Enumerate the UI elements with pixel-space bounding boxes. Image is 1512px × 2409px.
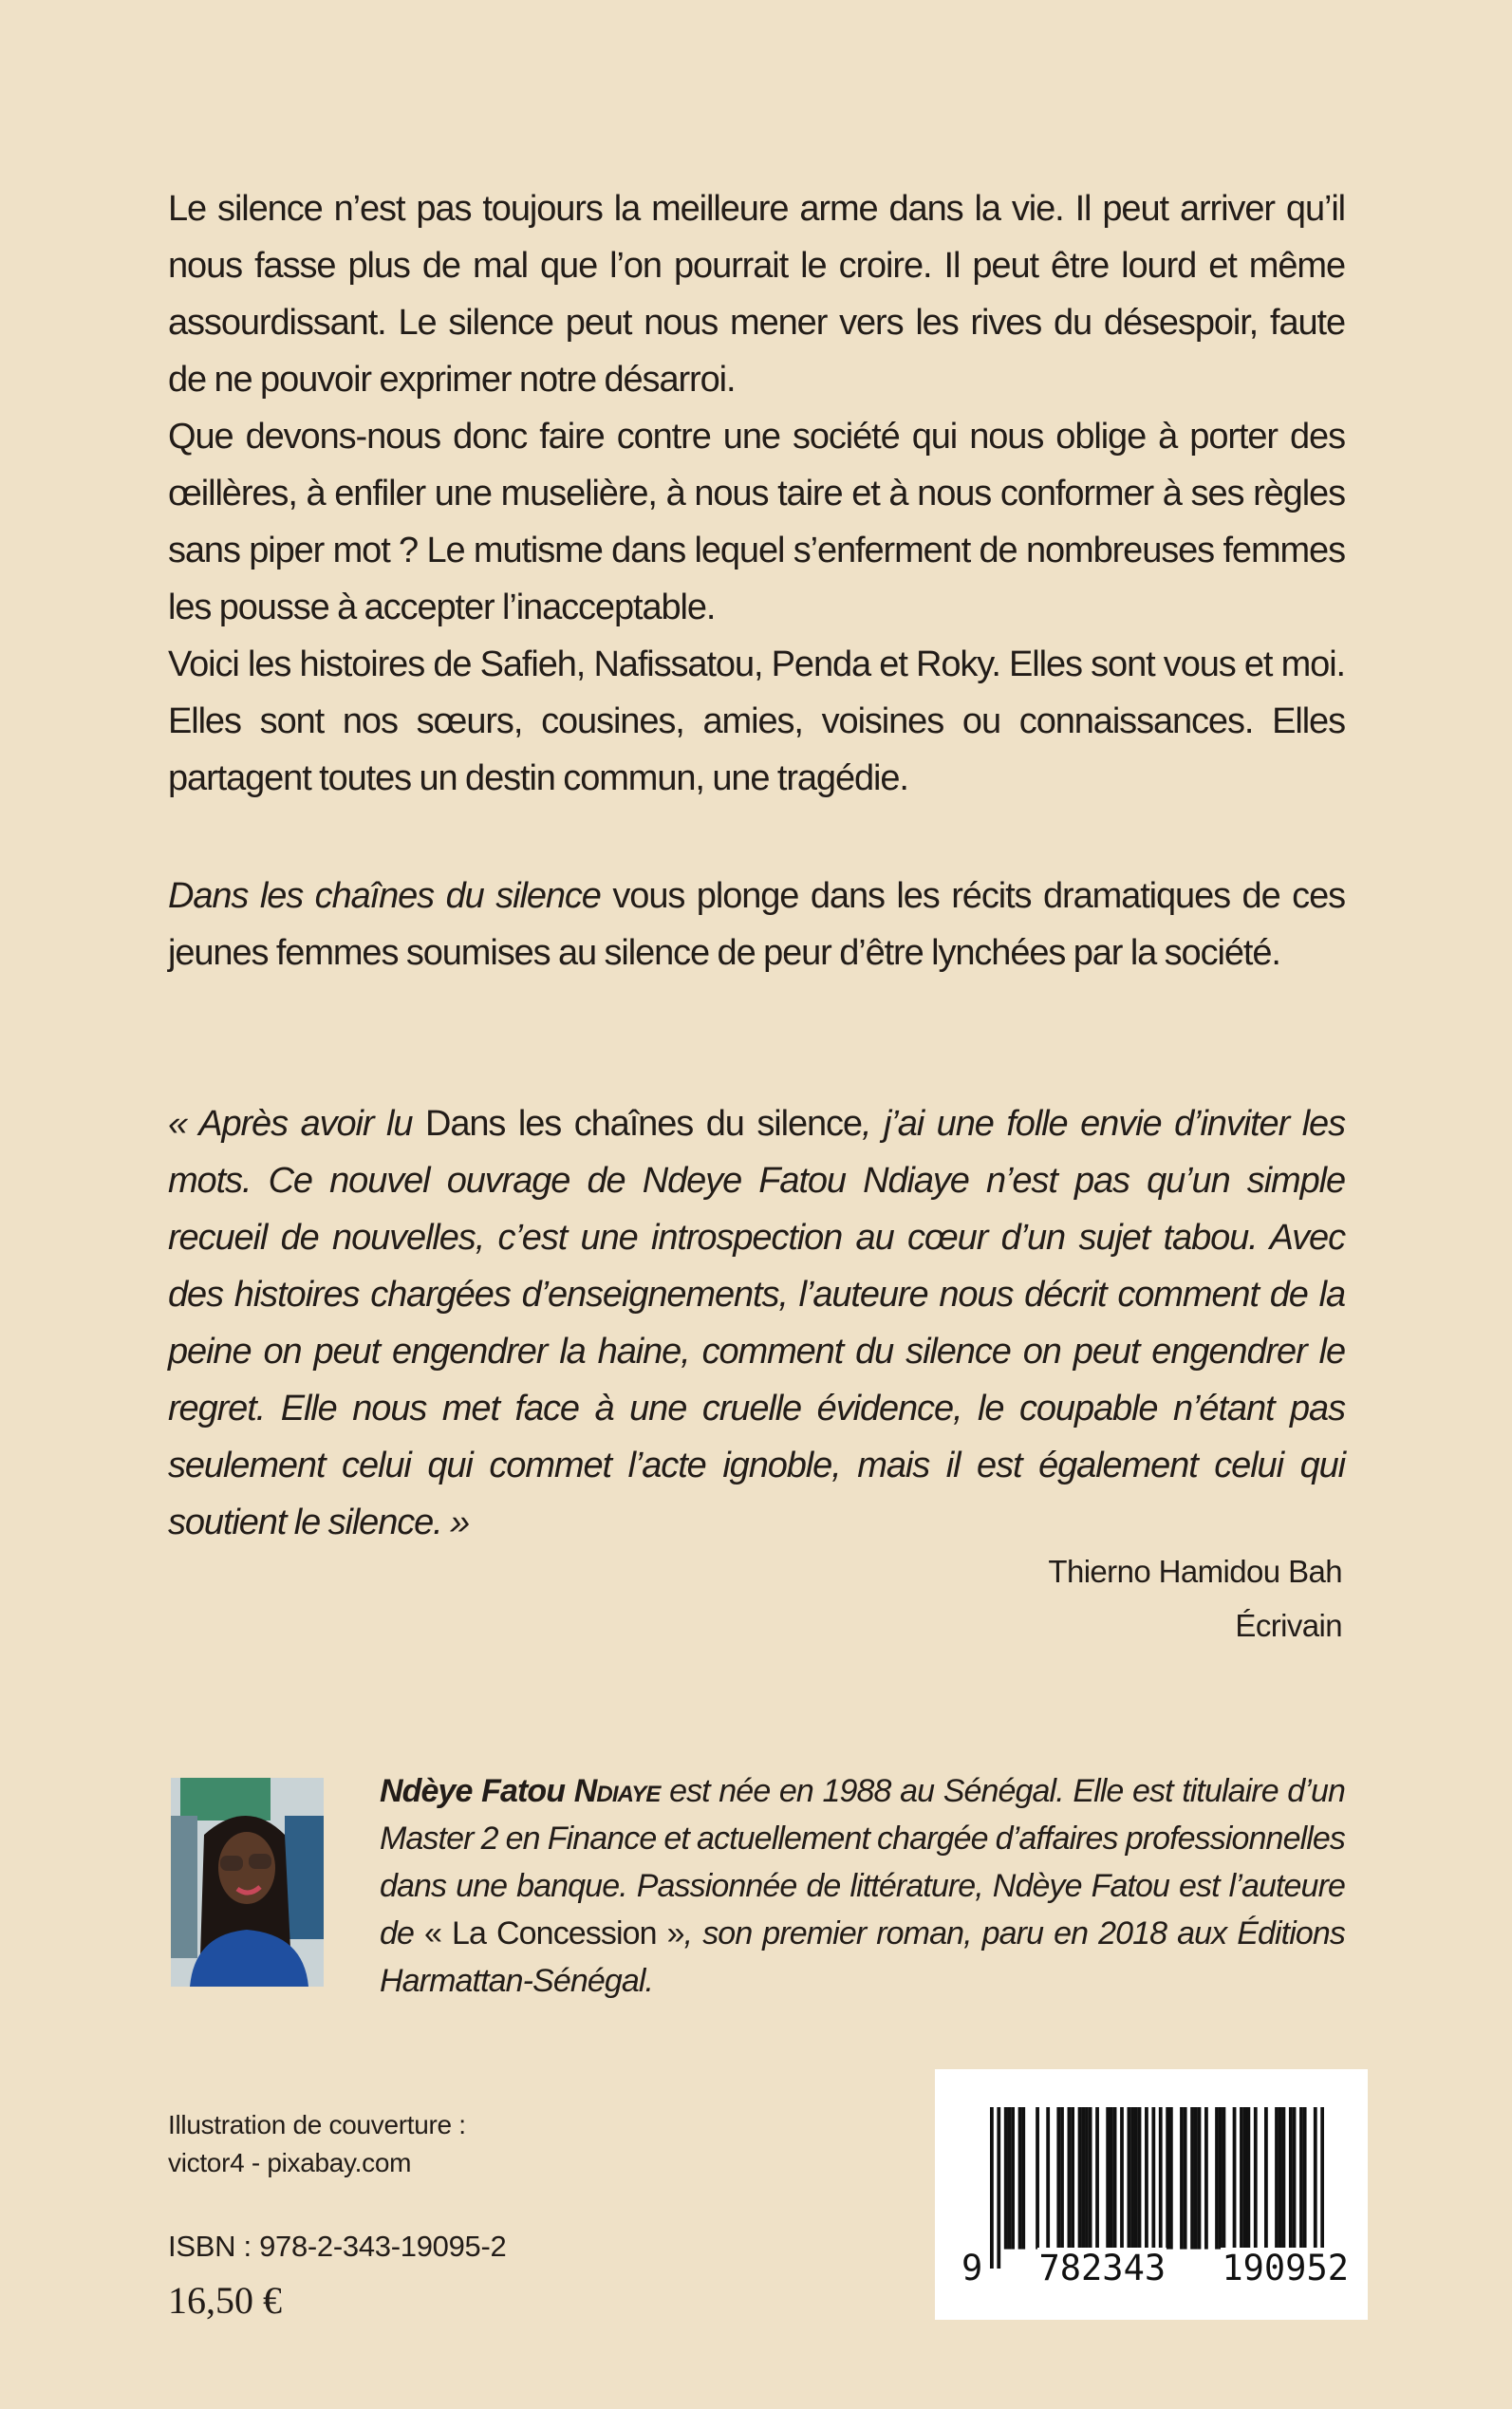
illustration-label: Illustration de couverture : [168,2110,466,2139]
blurb-paragraph-2: Que devons-nous donc faire contre une société qui nous oblige à porter des œillères, à enfiler une muselière, à nous taire et à nous conformer à ses règles sans piper mot ? Le mutisme dans lequel s’enferment de nombreuses femmes les pousse à accepter l’inacceptable. [168,417,1345,627]
blurb [168,180,1345,807]
author-bio [380,1767,1345,2005]
pitch-text: vous plonge dans les récits dramatiques de ces jeunes femmes soumises au silence de peur d’être lynchées par la société. [168,876,1346,973]
bio-text-2: , son premier roman, paru en 2018 aux Éditions Harmattan-Sénégal. [380,1915,1345,1999]
barcode [935,2069,1368,2320]
barcode-digits-left: 782343 [1038,2248,1167,2288]
blurb-paragraph-3: Voici les histoires de Safieh, Nafissatou, Penda et Roky. Elles sont vous et moi. Elles sont nos sœurs, cousines, amies, voisines ou connaissances. Elles partagent toutes un destin commun, une tragédie. [168,644,1345,798]
barcode-digits [961,2248,1350,2288]
barcode-digit-lead: 9 [961,2248,983,2288]
author-photo [171,1778,324,1987]
quote-body: , j’ai une folle envie d’inviter les mots. Ce nouvel ouvrage de Ndeye Fatou Ndiaye n’est pas qu’un simple recueil de nouvelles, c’est une introspection au cœur d’un sujet tabou. Avec des histoires chargées d’enseignements, l’auteure nous décrit comment de la peine on peut engendrer la haine, comment du silence on peut engendrer le regret. Elle nous met face à une cruelle évidence, le coupable n’étant pas seulement celui qui commet l’acte ignoble, mais il est également celui qui soutient le silence. » [168,1104,1345,1542]
price: 16,50 € [168,2279,282,2322]
previous-book-title: « La Concession » [424,1915,684,1951]
attribution-role: Écrivain [1235,1608,1342,1643]
pitch-paragraph [168,868,1345,981]
blurb-paragraph-1: Le silence n’est pas toujours la meilleure arme dans la vie. Il peut arriver qu’il nous fasse plus de mal que l’on pourrait le croire. Il peut être lourd et même assourdissant. Le silence peut nous mener vers les rives du désespoir, faute de ne pouvoir exprimer notre désarroi. [168,189,1345,400]
quote-open: « Après avoir lu [168,1104,425,1144]
quote-attribution [1048,1544,1342,1653]
illustration-source: victor4 - pixabay.com [168,2148,412,2177]
book-title: Dans les chaînes du silence [168,876,601,916]
isbn: ISBN : 978-2-343-19095-2 [168,2230,507,2263]
bio-text-1: est née en 1988 au Sénégal. Elle est titulaire d’un Master 2 en Finance et actuellement chargée d’affaires professionnelles dans une banque. Passionnée de littérature, Ndèye Fatou est l’auteure de [380,1773,1345,1951]
author-first-names: Ndèye Fatou [380,1773,574,1809]
quote-book-title: Dans les chaînes du silence [424,1104,862,1144]
author-portrait-icon [171,1778,324,1987]
attribution-name: Thierno Hamidou Bah [1048,1554,1342,1589]
review-quote [168,1095,1345,1551]
barcode-bars-icon [990,2107,1324,2269]
barcode-digits-right: 190952 [1222,2248,1349,2288]
author-surname: Ndiaye [573,1773,661,1809]
cover-credits [168,2106,466,2182]
